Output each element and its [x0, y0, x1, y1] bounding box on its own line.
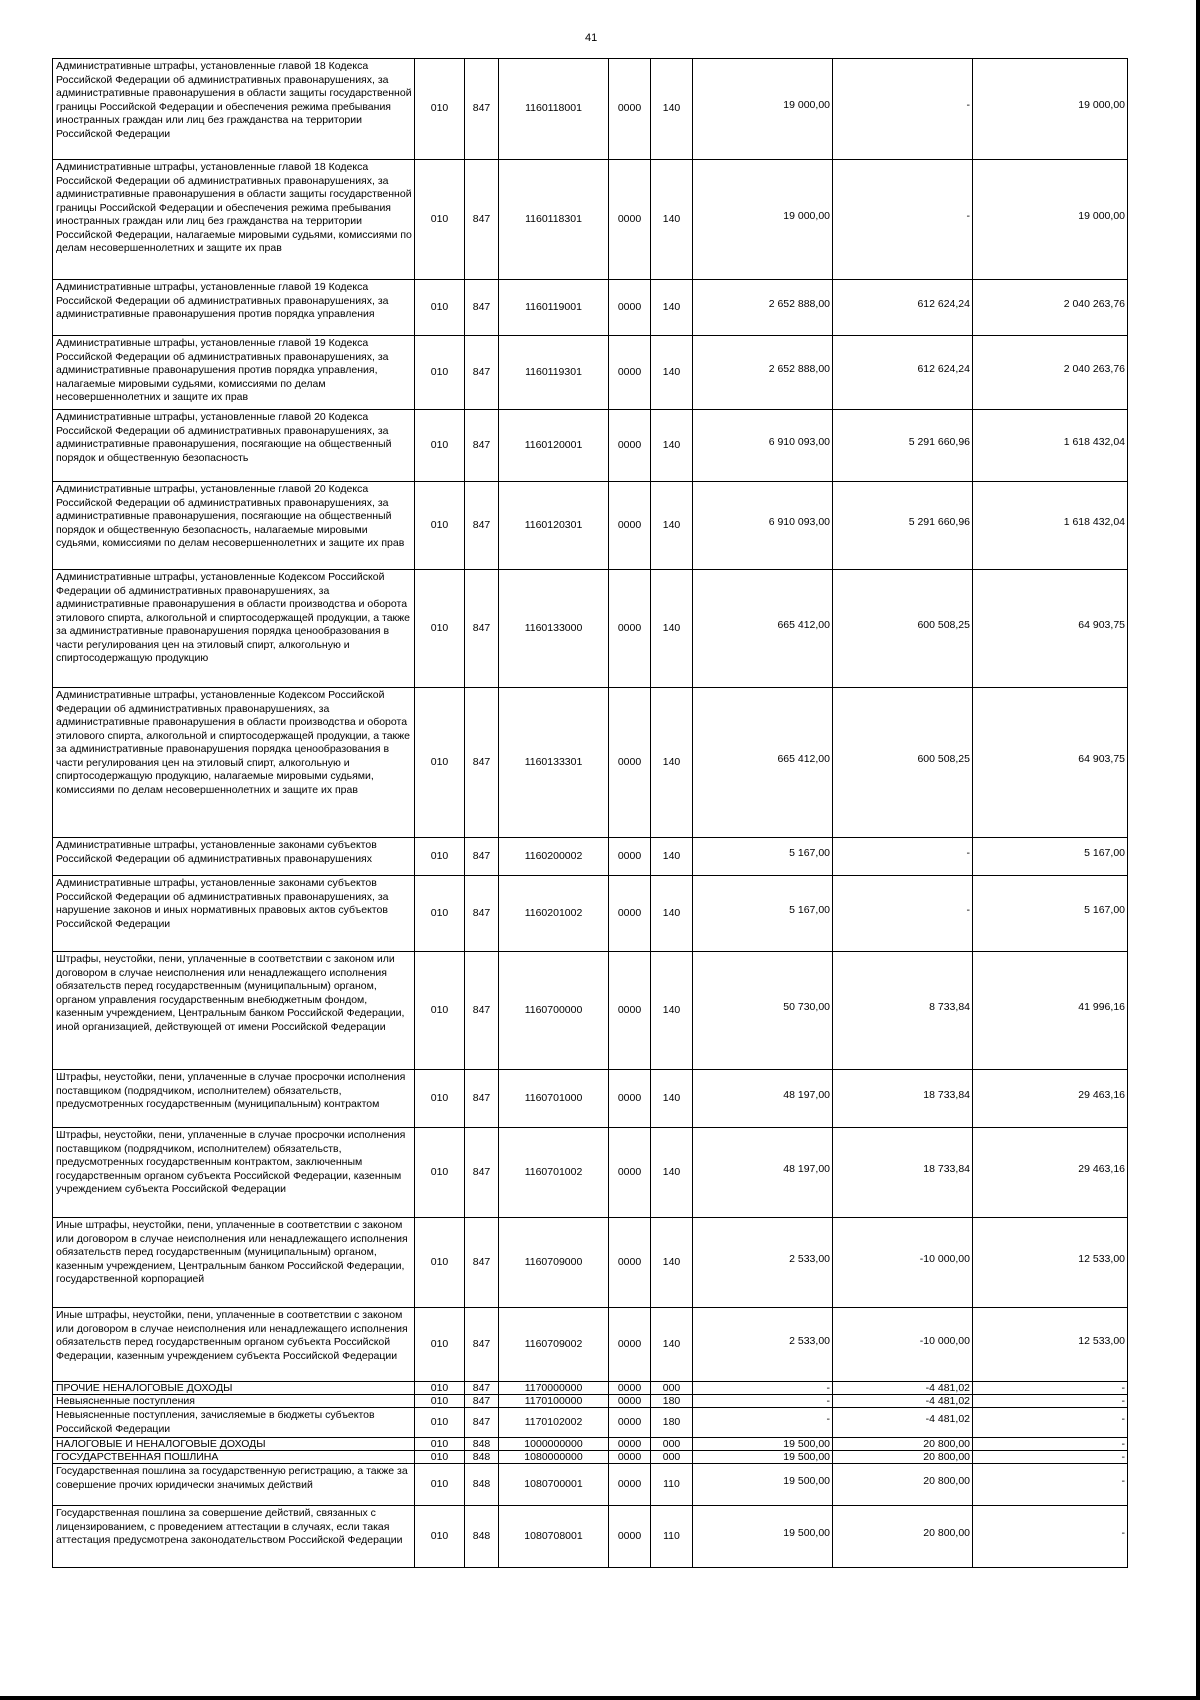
value-executed: -4 481,02 — [833, 1408, 973, 1438]
value-plan: 50 730,00 — [693, 952, 833, 1070]
row-name: Административные штрафы, установленные главой 20 Кодекса Российской Федерации об административных правонарушениях, за административные правонарушения, посягающие на общественный порядок и общественную безопасность, налагаемые мировыми судьями, комиссиями по делам несовершеннолетних и защите их прав — [53, 482, 415, 570]
code-kosgu: 140 — [651, 570, 693, 688]
table-row — [53, 1506, 1128, 1568]
code-section: 010 — [415, 1451, 465, 1464]
table-row — [53, 688, 1128, 838]
row-name: НАЛОГОВЫЕ И НЕНАЛОГОВЫЕ ДОХОДЫ — [53, 1438, 415, 1451]
value-plan: 48 197,00 — [693, 1128, 833, 1218]
code-kosgu: 110 — [651, 1464, 693, 1506]
code-admin: 847 — [465, 838, 499, 876]
code-program: 0000 — [609, 688, 651, 838]
page-border-bottom — [0, 1696, 1200, 1700]
code-section: 010 — [415, 876, 465, 952]
value-executed: 20 800,00 — [833, 1506, 973, 1568]
code-section: 010 — [415, 410, 465, 482]
code-kosgu: 140 — [651, 952, 693, 1070]
code-kosgu: 140 — [651, 1128, 693, 1218]
table-row — [53, 1395, 1128, 1408]
code-kbk: 1160701000 — [499, 1070, 609, 1128]
code-program: 0000 — [609, 1451, 651, 1464]
page-number: 41 — [585, 32, 598, 44]
value-remaining: - — [973, 1395, 1128, 1408]
value-remaining: 19 000,00 — [973, 59, 1128, 160]
code-kbk: 1160120001 — [499, 410, 609, 482]
value-plan: 665 412,00 — [693, 688, 833, 838]
code-section: 010 — [415, 1128, 465, 1218]
code-kbk: 1160118301 — [499, 160, 609, 280]
code-program: 0000 — [609, 1070, 651, 1128]
code-section: 010 — [415, 1408, 465, 1438]
code-program: 0000 — [609, 410, 651, 482]
value-remaining: - — [973, 1438, 1128, 1451]
table-row — [53, 1218, 1128, 1308]
row-name: Административные штрафы, установленные главой 19 Кодекса Российской Федерации об административных правонарушениях, за административные правонарушения против порядка управления, налагаемые мировыми судьями, комиссиями по делам несовершеннолетних и защите их прав — [53, 336, 415, 410]
value-plan: 2 533,00 — [693, 1308, 833, 1382]
code-kbk: 1160133301 — [499, 688, 609, 838]
value-remaining: - — [973, 1451, 1128, 1464]
value-remaining: 64 903,75 — [973, 688, 1128, 838]
value-plan: 19 000,00 — [693, 160, 833, 280]
value-remaining: - — [973, 1408, 1128, 1438]
code-kosgu: 140 — [651, 1218, 693, 1308]
value-executed: 612 624,24 — [833, 280, 973, 336]
value-remaining: 1 618 432,04 — [973, 410, 1128, 482]
code-section: 010 — [415, 1382, 465, 1395]
row-name: Административные штрафы, установленные Кодексом Российской Федерации об административных правонарушениях, за административные правонарушения в области производства и оборота этилового спирта, алкогольной и спиртосодержащей продукции, а также за административные правонарушения порядка ценообразования в части регулирования цен на этиловый спирт, алкогольную и спиртосодержащую продукцию — [53, 570, 415, 688]
code-kosgu: 140 — [651, 336, 693, 410]
code-program: 0000 — [609, 1395, 651, 1408]
value-remaining: 5 167,00 — [973, 876, 1128, 952]
code-kosgu: 140 — [651, 688, 693, 838]
code-kosgu: 000 — [651, 1451, 693, 1464]
value-plan: 2 652 888,00 — [693, 336, 833, 410]
code-section: 010 — [415, 952, 465, 1070]
code-section: 010 — [415, 1070, 465, 1128]
code-kbk: 1000000000 — [499, 1438, 609, 1451]
page-border-right — [1196, 0, 1200, 1700]
value-executed: - — [833, 876, 973, 952]
value-executed: -10 000,00 — [833, 1218, 973, 1308]
value-remaining: 12 533,00 — [973, 1218, 1128, 1308]
code-kbk: 1160700000 — [499, 952, 609, 1070]
code-admin: 847 — [465, 1070, 499, 1128]
value-plan: 19 000,00 — [693, 59, 833, 160]
code-admin: 848 — [465, 1464, 499, 1506]
code-section: 010 — [415, 1464, 465, 1506]
code-admin: 847 — [465, 952, 499, 1070]
code-kosgu: 140 — [651, 280, 693, 336]
code-program: 0000 — [609, 1464, 651, 1506]
code-program: 0000 — [609, 336, 651, 410]
value-plan: 6 910 093,00 — [693, 410, 833, 482]
value-executed: 18 733,84 — [833, 1070, 973, 1128]
code-program: 0000 — [609, 952, 651, 1070]
row-name: Штрафы, неустойки, пени, уплаченные в случае просрочки исполнения поставщиком (подрядчиком, исполнителем) обязательств, предусмотренных государственным контрактом, заключенным государственным органом субъекта Российской Федерации, казенным учреждением субъекта Российской Федерации — [53, 1128, 415, 1218]
value-remaining: 5 167,00 — [973, 838, 1128, 876]
code-program: 0000 — [609, 1506, 651, 1568]
code-kosgu: 140 — [651, 160, 693, 280]
code-program: 0000 — [609, 1408, 651, 1438]
revenue-table — [52, 58, 1128, 1568]
value-plan: 19 500,00 — [693, 1451, 833, 1464]
value-remaining: 41 996,16 — [973, 952, 1128, 1070]
code-section: 010 — [415, 59, 465, 160]
code-section: 010 — [415, 1218, 465, 1308]
value-executed: - — [833, 838, 973, 876]
code-admin: 847 — [465, 410, 499, 482]
code-kosgu: 140 — [651, 482, 693, 570]
value-remaining: - — [973, 1382, 1128, 1395]
row-name: Иные штрафы, неустойки, пени, уплаченные в соответствии с законом или договором в случае неисполнения или ненадлежащего исполнения обязательств перед государственным органом субъекта Российской Федерации, казенным учреждением субъекта Российской Федерации — [53, 1308, 415, 1382]
code-program: 0000 — [609, 570, 651, 688]
row-name: Штрафы, неустойки, пени, уплаченные в соответствии с законом или договором в случае неисполнения или ненадлежащего исполнения обязательств перед государственным (муниципальным) органом, органом управления государственным внебюджетным фондом, казенным учреждением, Центральным банком Российской Федерации, иной организацией, действующей от имени Российской Федерации — [53, 952, 415, 1070]
code-program: 0000 — [609, 1218, 651, 1308]
value-executed: - — [833, 59, 973, 160]
code-program: 0000 — [609, 1308, 651, 1382]
code-kbk: 1170100000 — [499, 1395, 609, 1408]
code-admin: 847 — [465, 1408, 499, 1438]
value-remaining: 12 533,00 — [973, 1308, 1128, 1382]
value-plan: 5 167,00 — [693, 838, 833, 876]
value-executed: -4 481,02 — [833, 1395, 973, 1408]
value-executed: 5 291 660,96 — [833, 410, 973, 482]
code-kbk: 1080000000 — [499, 1451, 609, 1464]
table-row — [53, 838, 1128, 876]
code-section: 010 — [415, 482, 465, 570]
code-admin: 848 — [465, 1506, 499, 1568]
value-remaining: 29 463,16 — [973, 1070, 1128, 1128]
value-executed: 20 800,00 — [833, 1438, 973, 1451]
code-kosgu: 180 — [651, 1395, 693, 1408]
table-row — [53, 482, 1128, 570]
row-name: Невыясненные поступления — [53, 1395, 415, 1408]
row-name: Штрафы, неустойки, пени, уплаченные в случае просрочки исполнения поставщиком (подрядчиком, исполнителем) обязательств, предусмотренных государственным (муниципальным) контрактом — [53, 1070, 415, 1128]
row-name: Административные штрафы, установленные главой 18 Кодекса Российской Федерации об административных правонарушениях, за административные правонарушения в области защиты государственной границы Российской Федерации и обеспечения режима пребывания иностранных граждан или лиц без гражданства на территории Российской Федерации, налагаемые мировыми судьями, комиссиями по делам несовершеннолетних и защите их прав — [53, 160, 415, 280]
value-executed: 8 733,84 — [833, 952, 973, 1070]
code-section: 010 — [415, 1438, 465, 1451]
code-section: 010 — [415, 1506, 465, 1568]
table-row — [53, 410, 1128, 482]
code-kbk: 1080708001 — [499, 1506, 609, 1568]
code-program: 0000 — [609, 876, 651, 952]
code-kosgu: 140 — [651, 1308, 693, 1382]
code-admin: 847 — [465, 482, 499, 570]
code-kbk: 1170000000 — [499, 1382, 609, 1395]
value-remaining: 2 040 263,76 — [973, 280, 1128, 336]
value-executed: 600 508,25 — [833, 570, 973, 688]
value-executed: 18 733,84 — [833, 1128, 973, 1218]
code-kosgu: 140 — [651, 838, 693, 876]
row-name: Государственная пошлина за совершение действий, связанных с лицензированием, с проведением аттестации в случаях, если такая аттестация предусмотрена законодательством Российской Федерации — [53, 1506, 415, 1568]
code-admin: 847 — [465, 688, 499, 838]
row-name: Административные штрафы, установленные Кодексом Российской Федерации об административных правонарушениях, за административные правонарушения в области производства и оборота этилового спирта, алкогольной и спиртосодержащей продукции, а также за административные правонарушения порядка ценообразования в части регулирования цен на этиловый спирт, алкогольную и спиртосодержащую продукцию, налагаемые мировыми судьями, комиссиями по делам несовершеннолетних и защите их прав — [53, 688, 415, 838]
code-program: 0000 — [609, 1382, 651, 1395]
value-executed: 612 624,24 — [833, 336, 973, 410]
row-name: ПРОЧИЕ НЕНАЛОГОВЫЕ ДОХОДЫ — [53, 1382, 415, 1395]
code-program: 0000 — [609, 1128, 651, 1218]
value-executed: 20 800,00 — [833, 1451, 973, 1464]
value-remaining: - — [973, 1464, 1128, 1506]
row-name: Невыясненные поступления, зачисляемые в бюджеты субъектов Российской Федерации — [53, 1408, 415, 1438]
value-remaining: 19 000,00 — [973, 160, 1128, 280]
table-row — [53, 952, 1128, 1070]
value-plan: 48 197,00 — [693, 1070, 833, 1128]
code-admin: 847 — [465, 1308, 499, 1382]
value-remaining: 2 040 263,76 — [973, 336, 1128, 410]
value-plan: - — [693, 1395, 833, 1408]
code-section: 010 — [415, 336, 465, 410]
value-plan: 665 412,00 — [693, 570, 833, 688]
code-kosgu: 000 — [651, 1382, 693, 1395]
code-kbk: 1160709002 — [499, 1308, 609, 1382]
code-program: 0000 — [609, 482, 651, 570]
row-name: Административные штрафы, установленные главой 19 Кодекса Российской Федерации об административных правонарушениях, за административные правонарушения против порядка управления — [53, 280, 415, 336]
code-admin: 847 — [465, 1395, 499, 1408]
table-row — [53, 336, 1128, 410]
code-admin: 847 — [465, 59, 499, 160]
code-kosgu: 140 — [651, 876, 693, 952]
table-row — [53, 1464, 1128, 1506]
table-row — [53, 160, 1128, 280]
code-kbk: 1160119301 — [499, 336, 609, 410]
code-kbk: 1160701002 — [499, 1128, 609, 1218]
table-row — [53, 1308, 1128, 1382]
value-remaining: 64 903,75 — [973, 570, 1128, 688]
code-section: 010 — [415, 570, 465, 688]
code-kosgu: 110 — [651, 1506, 693, 1568]
table-row — [53, 1070, 1128, 1128]
table-row — [53, 280, 1128, 336]
table-row — [53, 1451, 1128, 1464]
value-remaining: - — [973, 1506, 1128, 1568]
code-kosgu: 180 — [651, 1408, 693, 1438]
code-kosgu: 000 — [651, 1438, 693, 1451]
code-section: 010 — [415, 838, 465, 876]
code-kbk: 1160709000 — [499, 1218, 609, 1308]
table-row — [53, 570, 1128, 688]
table-row — [53, 1128, 1128, 1218]
value-plan: 19 500,00 — [693, 1464, 833, 1506]
code-section: 010 — [415, 688, 465, 838]
code-kbk: 1160120301 — [499, 482, 609, 570]
code-admin: 847 — [465, 1382, 499, 1395]
code-admin: 847 — [465, 1218, 499, 1308]
value-plan: 5 167,00 — [693, 876, 833, 952]
value-plan: 19 500,00 — [693, 1438, 833, 1451]
code-program: 0000 — [609, 838, 651, 876]
code-kosgu: 140 — [651, 59, 693, 160]
value-plan: - — [693, 1408, 833, 1438]
value-executed: -10 000,00 — [833, 1308, 973, 1382]
code-admin: 847 — [465, 876, 499, 952]
value-plan: - — [693, 1382, 833, 1395]
code-program: 0000 — [609, 280, 651, 336]
value-plan: 19 500,00 — [693, 1506, 833, 1568]
value-remaining: 29 463,16 — [973, 1128, 1128, 1218]
code-program: 0000 — [609, 1438, 651, 1451]
code-section: 010 — [415, 1308, 465, 1382]
value-executed: 20 800,00 — [833, 1464, 973, 1506]
value-remaining: 1 618 432,04 — [973, 482, 1128, 570]
code-kosgu: 140 — [651, 1070, 693, 1128]
code-admin: 847 — [465, 1128, 499, 1218]
code-section: 010 — [415, 280, 465, 336]
row-name: Административные штрафы, установленные главой 18 Кодекса Российской Федерации об административных правонарушениях, за административные правонарушения в области защиты государственной границы Российской Федерации и обеспечения режима пребывания иностранных граждан или лиц без гражданства на территории Российской Федерации — [53, 59, 415, 160]
code-admin: 848 — [465, 1438, 499, 1451]
table-row — [53, 1438, 1128, 1451]
row-name: Административные штрафы, установленные законами субъектов Российской Федерации об административных правонарушениях, за нарушение законов и иных нормативных правовых актов субъектов Российской Федерации — [53, 876, 415, 952]
code-kbk: 1160119001 — [499, 280, 609, 336]
code-kbk: 1080700001 — [499, 1464, 609, 1506]
code-admin: 847 — [465, 570, 499, 688]
code-kbk: 1170102002 — [499, 1408, 609, 1438]
code-admin: 847 — [465, 280, 499, 336]
code-admin: 848 — [465, 1451, 499, 1464]
code-section: 010 — [415, 1395, 465, 1408]
row-name: Иные штрафы, неустойки, пени, уплаченные в соответствии с законом или договором в случае неисполнения или ненадлежащего исполнения обязательств перед государственным (муниципальным) органом, казенным учреждением, Центральным банком Российской Федерации, государственной корпорацией — [53, 1218, 415, 1308]
table-row — [53, 1408, 1128, 1438]
value-plan: 2 652 888,00 — [693, 280, 833, 336]
code-kbk: 1160133000 — [499, 570, 609, 688]
code-kosgu: 140 — [651, 410, 693, 482]
code-kbk: 1160200002 — [499, 838, 609, 876]
table-row — [53, 1382, 1128, 1395]
value-plan: 6 910 093,00 — [693, 482, 833, 570]
code-section: 010 — [415, 160, 465, 280]
table-row — [53, 876, 1128, 952]
value-executed: 600 508,25 — [833, 688, 973, 838]
code-kbk: 1160201002 — [499, 876, 609, 952]
row-name: Административные штрафы, установленные главой 20 Кодекса Российской Федерации об административных правонарушениях, за административные правонарушения, посягающие на общественный порядок и общественную безопасность — [53, 410, 415, 482]
row-name: ГОСУДАРСТВЕННАЯ ПОШЛИНА — [53, 1451, 415, 1464]
value-executed: - — [833, 160, 973, 280]
code-admin: 847 — [465, 336, 499, 410]
row-name: Государственная пошлина за государственную регистрацию, а также за совершение прочих юридически значимых действий — [53, 1464, 415, 1506]
value-executed: -4 481,02 — [833, 1382, 973, 1395]
table-row — [53, 59, 1128, 160]
code-admin: 847 — [465, 160, 499, 280]
code-kbk: 1160118001 — [499, 59, 609, 160]
row-name: Административные штрафы, установленные законами субъектов Российской Федерации об административных правонарушениях — [53, 838, 415, 876]
code-program: 0000 — [609, 59, 651, 160]
code-program: 0000 — [609, 160, 651, 280]
value-plan: 2 533,00 — [693, 1218, 833, 1308]
value-executed: 5 291 660,96 — [833, 482, 973, 570]
